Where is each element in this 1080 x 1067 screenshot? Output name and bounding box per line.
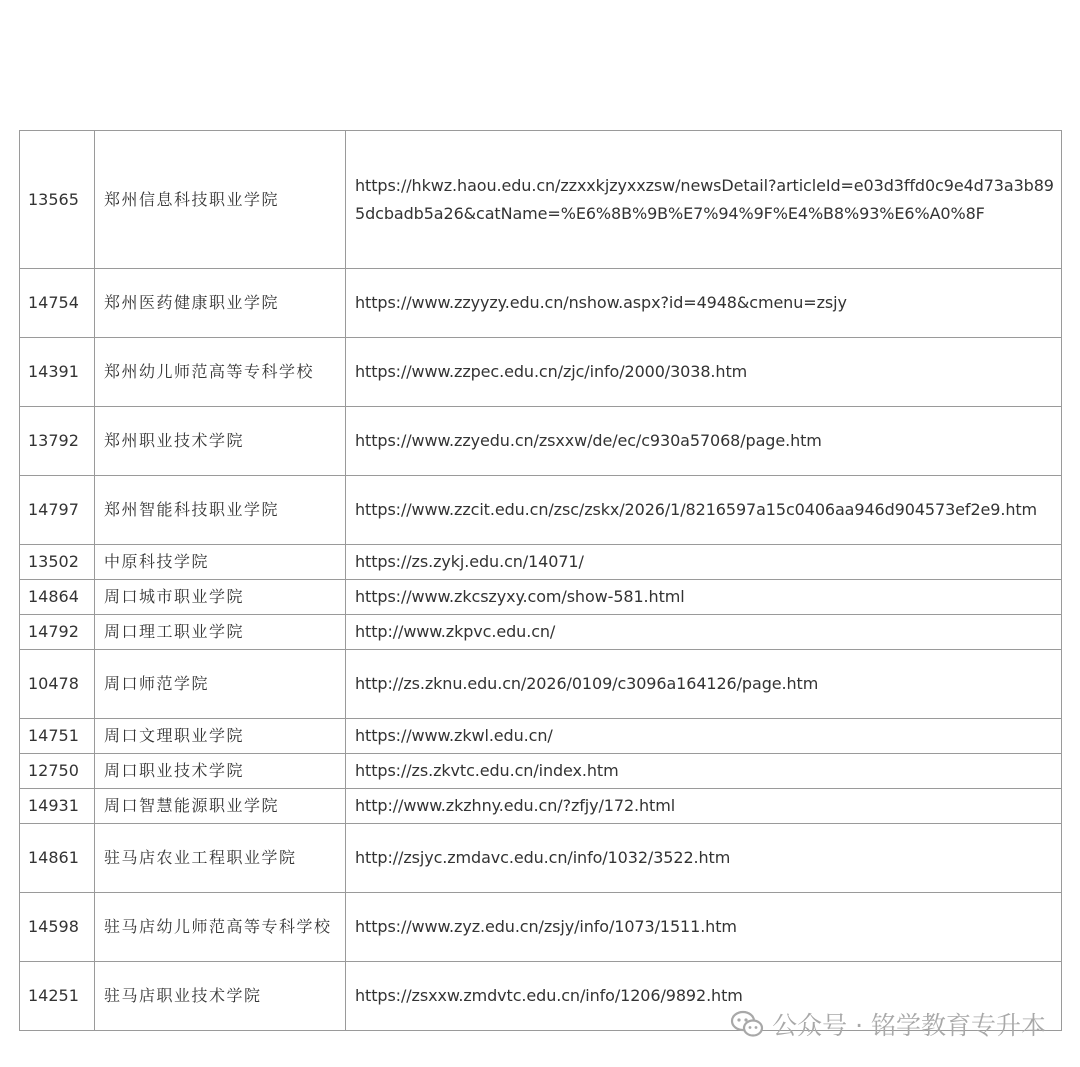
- school-name: 郑州职业技术学院: [95, 407, 346, 476]
- school-code: 14931: [20, 789, 95, 824]
- table-row: [20, 338, 1062, 407]
- school-url[interactable]: https://hkwz.haou.edu.cn/zzxxkjzyxxzsw/newsDetail?articleId=e03d3ffd0c9e4d73a3b895dcbadb5a26&catName=%E6%8B%9B%E7%94%9F%E4%B8%93%E6%A0%8F: [346, 131, 1062, 269]
- school-name: 周口城市职业学院: [95, 580, 346, 615]
- school-name: 周口理工职业学院: [95, 615, 346, 650]
- school-code: 14792: [20, 615, 95, 650]
- school-code: 13565: [20, 131, 95, 269]
- school-code: 14751: [20, 719, 95, 754]
- school-url[interactable]: http://zsjyc.zmdavc.edu.cn/info/1032/3522.htm: [346, 824, 1062, 893]
- table-row: [20, 580, 1062, 615]
- table-row: [20, 789, 1062, 824]
- school-code: 14864: [20, 580, 95, 615]
- school-name: 郑州医药健康职业学院: [95, 269, 346, 338]
- school-url[interactable]: https://zs.zkvtc.edu.cn/index.htm: [346, 754, 1062, 789]
- school-url[interactable]: https://www.zzcit.edu.cn/zsc/zskx/2026/1/8216597a15c0406aa946d904573ef2e9.htm: [346, 476, 1062, 545]
- school-name: 郑州智能科技职业学院: [95, 476, 346, 545]
- school-name: 驻马店农业工程职业学院: [95, 824, 346, 893]
- school-url[interactable]: http://www.zkpvc.edu.cn/: [346, 615, 1062, 650]
- school-name: 驻马店幼儿师范高等专科学校: [95, 893, 346, 962]
- school-code: 12750: [20, 754, 95, 789]
- table-row: [20, 650, 1062, 719]
- school-code: 14391: [20, 338, 95, 407]
- school-url[interactable]: https://zs.zykj.edu.cn/14071/: [346, 545, 1062, 580]
- school-url[interactable]: https://www.zkcszyxy.com/show-581.html: [346, 580, 1062, 615]
- wechat-icon: [730, 1009, 764, 1039]
- school-url[interactable]: https://www.zzpec.edu.cn/zjc/info/2000/3038.htm: [346, 338, 1062, 407]
- school-name: 驻马店职业技术学院: [95, 962, 346, 1031]
- table-row: [20, 407, 1062, 476]
- watermark-text: 公众号 · 铭学教育专升本: [772, 1011, 1046, 1040]
- school-url[interactable]: https://www.zzyedu.cn/zsxxw/de/ec/c930a57068/page.htm: [346, 407, 1062, 476]
- school-name: 周口职业技术学院: [95, 754, 346, 789]
- school-list-table: [19, 130, 1062, 1031]
- table-row: [20, 719, 1062, 754]
- table-row: [20, 824, 1062, 893]
- table-row: [20, 893, 1062, 962]
- school-url[interactable]: https://www.zyz.edu.cn/zsjy/info/1073/1511.htm: [346, 893, 1062, 962]
- school-code: 13792: [20, 407, 95, 476]
- school-url[interactable]: https://www.zkwl.edu.cn/: [346, 719, 1062, 754]
- school-name: 周口智慧能源职业学院: [95, 789, 346, 824]
- school-url[interactable]: http://www.zkzhny.edu.cn/?zfjy/172.html: [346, 789, 1062, 824]
- table-row: [20, 615, 1062, 650]
- school-code: 14754: [20, 269, 95, 338]
- school-code: 10478: [20, 650, 95, 719]
- school-code: 13502: [20, 545, 95, 580]
- school-code: 14598: [20, 893, 95, 962]
- school-name: 中原科技学院: [95, 545, 346, 580]
- school-url[interactable]: http://zs.zknu.edu.cn/2026/0109/c3096a164126/page.htm: [346, 650, 1062, 719]
- school-url[interactable]: https://www.zzyyzy.edu.cn/nshow.aspx?id=4948&cmenu=zsjy: [346, 269, 1062, 338]
- school-url[interactable]: https://zsxxw.zmdvtc.edu.cn/info/1206/9892.htm: [346, 962, 1062, 1031]
- school-name: 郑州信息科技职业学院: [95, 131, 346, 269]
- table-row: [20, 754, 1062, 789]
- table-row: [20, 269, 1062, 338]
- table-row: [20, 476, 1062, 545]
- table-row: [20, 545, 1062, 580]
- school-code: 14797: [20, 476, 95, 545]
- table-row: [20, 131, 1062, 269]
- school-name: 郑州幼儿师范高等专科学校: [95, 338, 346, 407]
- school-code: 14861: [20, 824, 95, 893]
- wechat-watermark: [730, 1006, 1046, 1042]
- school-code: 14251: [20, 962, 95, 1031]
- school-name: 周口文理职业学院: [95, 719, 346, 754]
- school-name: 周口师范学院: [95, 650, 346, 719]
